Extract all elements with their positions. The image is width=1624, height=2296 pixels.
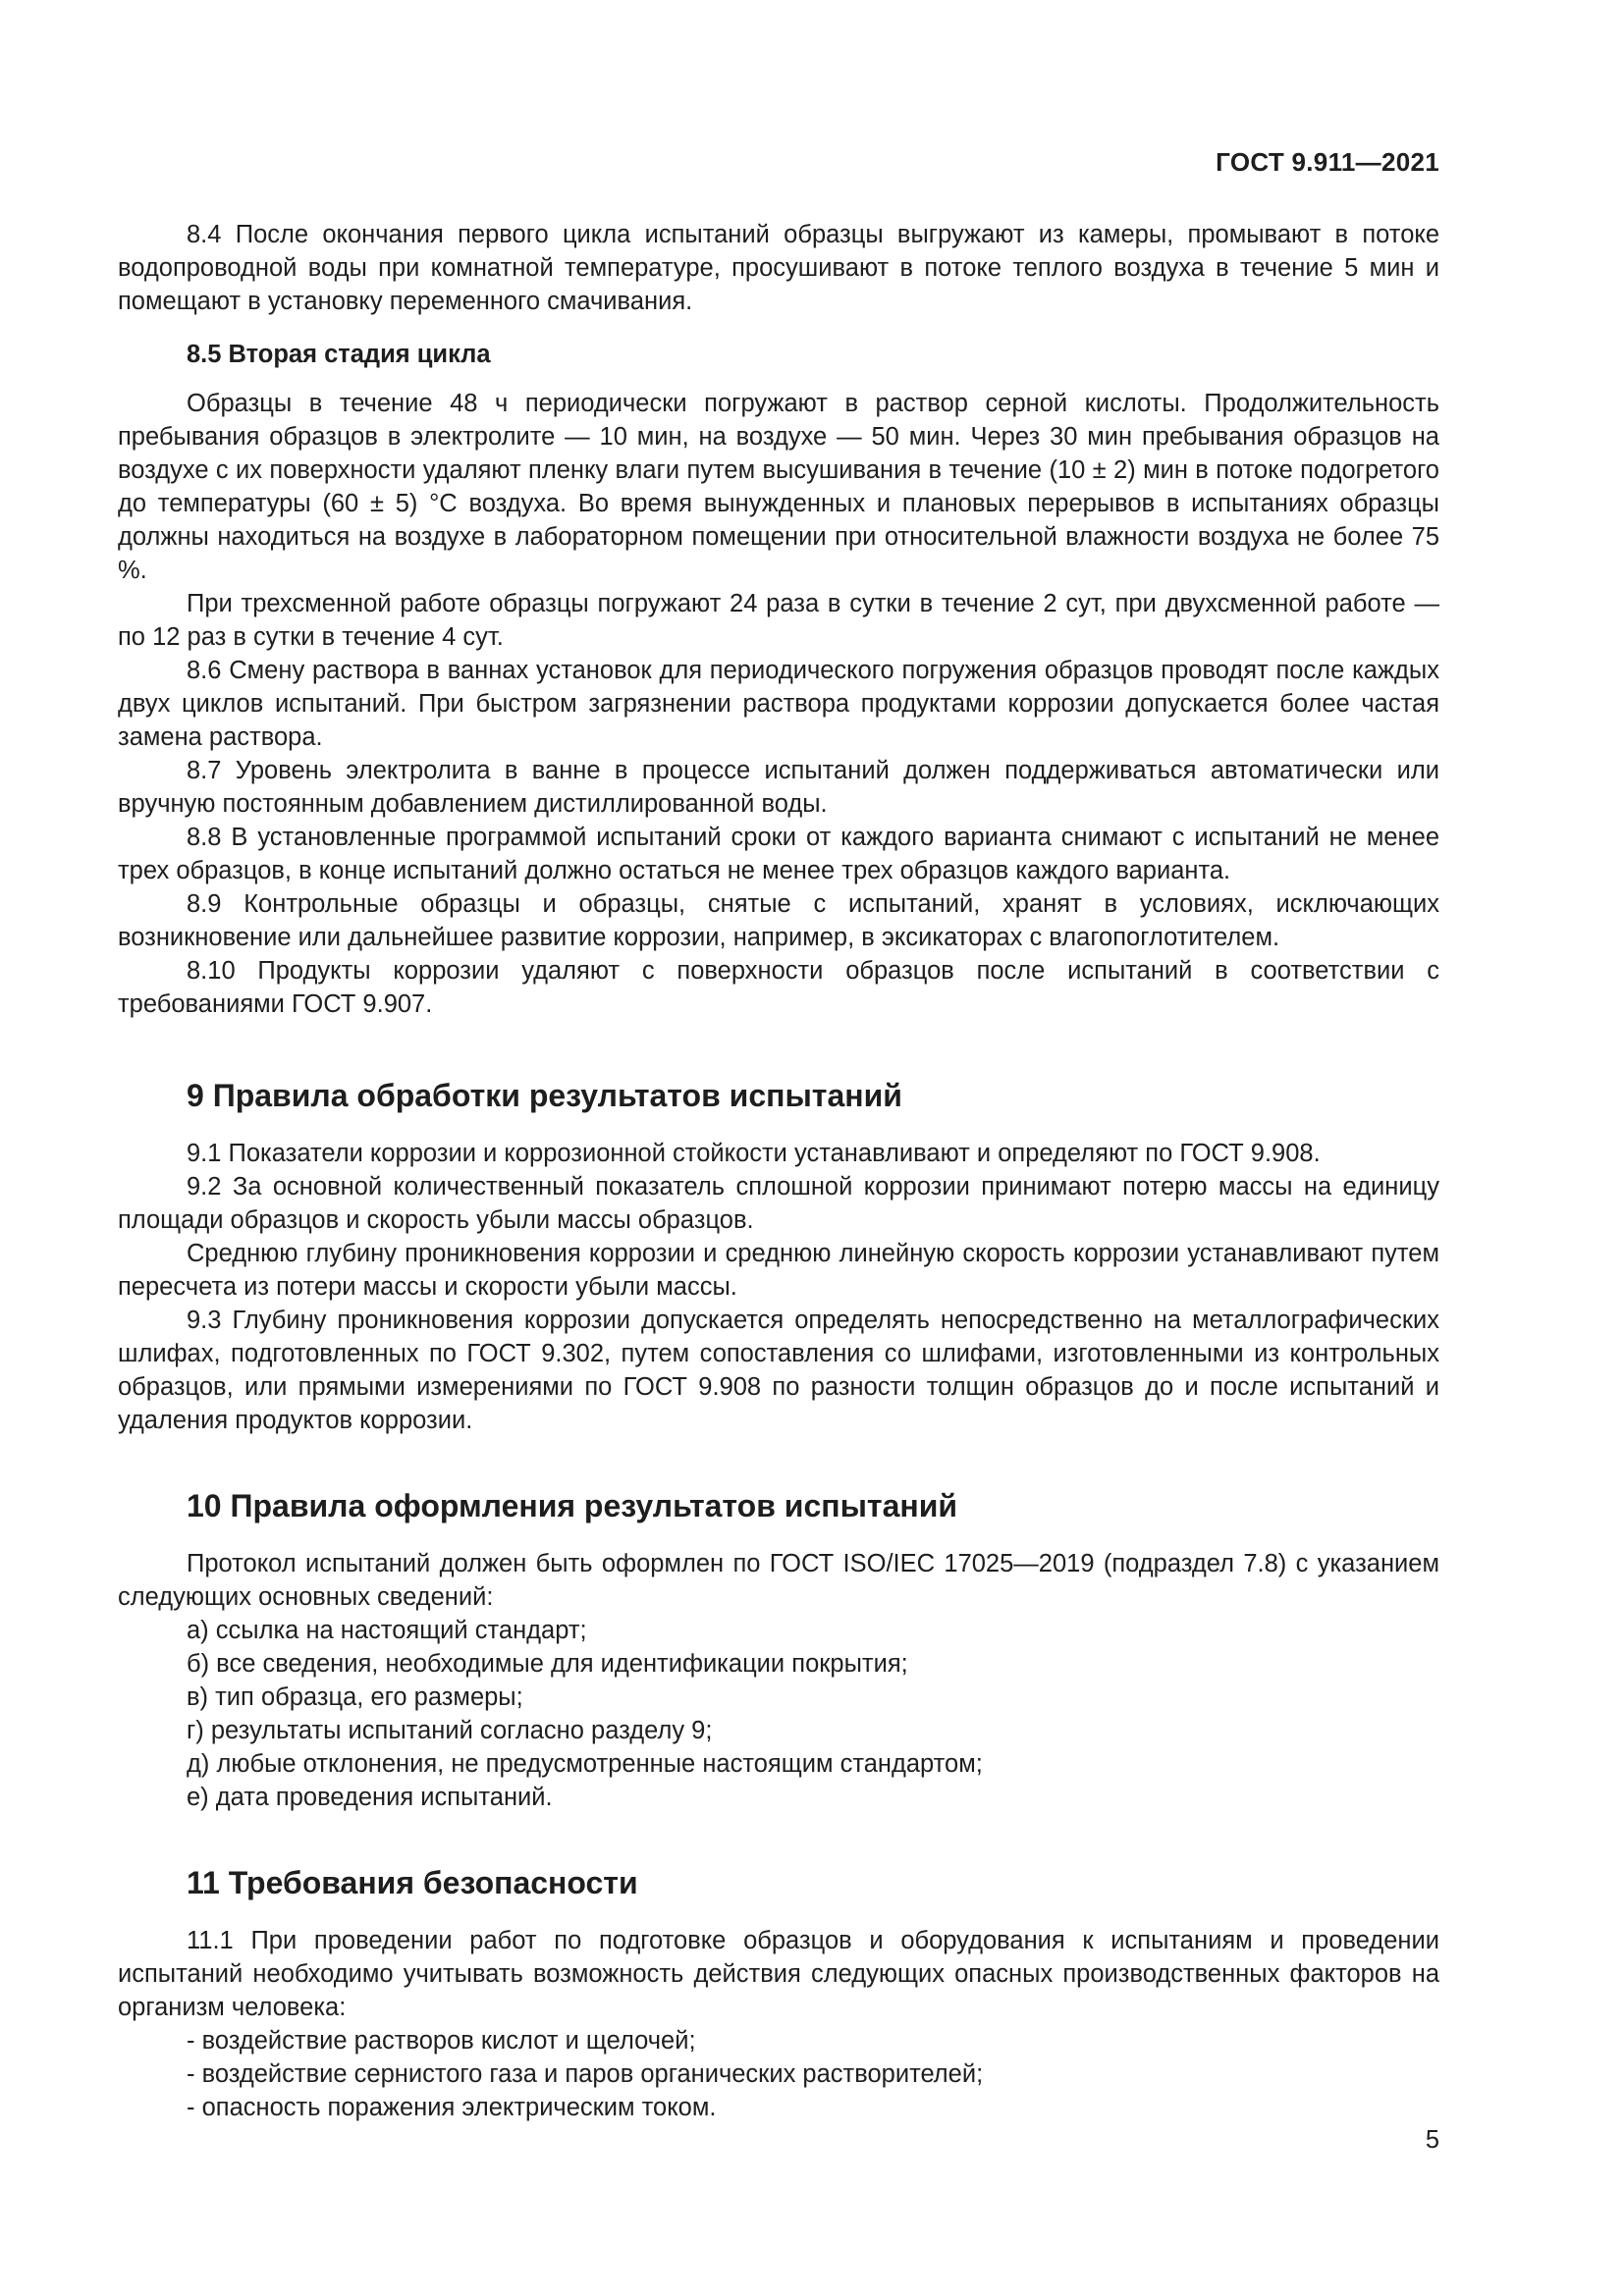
paragraph-8-5-b: При трехсменной работе образцы погружают 24 раза в сутки в течение 2 сут, при двухсменной работе — по 12 раз в сутки в течение 4 сут. — [118, 590, 1439, 651]
list-item-10-e: д) любые отклонения, не предусмотренные настоящим стандартом; — [187, 1750, 983, 1778]
paragraph-8-7: 8.7 Уровень электролита в ванне в процессе испытаний должен поддерживаться автоматически или вручную постоянным добавлением дистиллированной воды. — [118, 757, 1439, 818]
paragraph-8-9: 8.9 Контрольные образцы и образцы, снятые с испытаний, хранят в условиях, исключающих возникновение или дальнейшее развитие коррозии, например, в эксикаторах с влагопоглотителем. — [118, 890, 1439, 951]
list-item-11-1: - воздействие растворов кислот и щелочей; — [187, 2027, 696, 2055]
list-item-10-d: г) результаты испытаний согласно разделу 9; — [187, 1717, 713, 1744]
section-11-title: 11 Требования безопасности — [187, 1865, 638, 1900]
paragraph-10-intro: Протокол испытаний должен быть оформлен по ГОСТ ISO/IEC 17025—2019 (подраздел 7.8) с указанием следующих основных сведений: — [118, 1550, 1439, 1611]
document-body — [118, 218, 1439, 2124]
page-number: 5 — [1425, 2126, 1439, 2154]
list-item-10-f: е) дата проведения испытаний. — [187, 1784, 553, 1811]
paragraph-8-8: 8.8 В установленные программой испытаний сроки от каждого варианта снимают с испытаний не менее трех образцов, в конце испытаний должно остаться не менее трех образцов каждого варианта. — [118, 824, 1439, 884]
paragraph-8-5-a: Образцы в течение 48 ч периодически погружают в раствор серной кислоты. Продолжительность пребывания образцов в электролите — 10 мин, на воздухе — 50 мин. Через 30 мин пребывания образцов на воздухе с их поверхности удаляют пленку влаги путем высушивания в течение (10 ± 2) мин в потоке подогретого до температуры (60 ± 5) °С воздуха. Во время вынужденных и плановых перерывов в испытаниях образцы должны находиться на воздухе в лабораторном помещении при относительной влажности воздуха не более 75 %. — [118, 390, 1439, 584]
paragraph-9-1: 9.1 Показатели коррозии и коррозионной стойкости устанавливают и определяют по ГОСТ 9.908. — [187, 1140, 1321, 1167]
paragraph-8-10: 8.10 Продукты коррозии удаляют с поверхности образцов после испытаний в соответствии с требованиями ГОСТ 9.907. — [118, 957, 1439, 1018]
paragraph-9-3: 9.3 Глубину проникновения коррозии допускается определять непосредственно на металлографических шлифах, подготовленных по ГОСТ 9.302, путем сопоставления со шлифами, изготовленными из контрольных образцов, или прямыми измерениями по ГОСТ 9.908 по разности толщин образцов до и после испытаний и удаления продуктов коррозии. — [118, 1307, 1439, 1434]
paragraph-9-2: 9.2 За основной количественный показатель сплошной коррозии принимают потерю массы на единицу площади образцов и скорость убыли массы образцов. — [118, 1173, 1439, 1234]
section-9-title: 9 Правила обработки результатов испытаний — [187, 1078, 902, 1113]
paragraph-8-6: 8.6 Смену раствора в ваннах установок для периодического погружения образцов проводят после каждых двух циклов испытаний. При быстром загрязнении раствора продуктами коррозии допускается более частая замена раствора. — [118, 657, 1439, 751]
list-item-11-2: - воздействие сернистого газа и паров органических растворителей; — [187, 2060, 984, 2088]
list-item-11-3: - опасность поражения электрическим током. — [187, 2094, 717, 2121]
section-10-title: 10 Правила оформления результатов испытаний — [187, 1488, 958, 1523]
list-item-10-c: в) тип образца, его размеры; — [187, 1683, 523, 1711]
paragraph-8-4: 8.4 После окончания первого цикла испытаний образцы выгружают из камеры, промывают в потоке водопроводной воды при комнатной температуре, просушивают в потоке теплого воздуха в течение 5 мин и помещают в установку переменного смачивания. — [118, 221, 1439, 315]
list-item-10-a: а) ссылка на настоящий стандарт; — [187, 1617, 587, 1644]
paragraph-11-1: 11.1 При проведении работ по подготовке образцов и оборудования к испытаниям и проведении испытаний необходимо учитывать возможность действия следующих опасных производственных факторов на организм человека: — [118, 1927, 1439, 2021]
subheading-8-5: 8.5 Вторая стадия цикла — [187, 341, 491, 368]
list-item-10-b: б) все сведения, необходимые для идентификации покрытия; — [187, 1650, 908, 1678]
paragraph-9-2-b: Среднюю глубину проникновения коррозии и среднюю линейную скорость коррозии устанавливают путем пересчета из потери массы и скорости убыли массы. — [118, 1240, 1439, 1301]
standard-header: ГОСТ 9.911—2021 — [1216, 147, 1439, 177]
